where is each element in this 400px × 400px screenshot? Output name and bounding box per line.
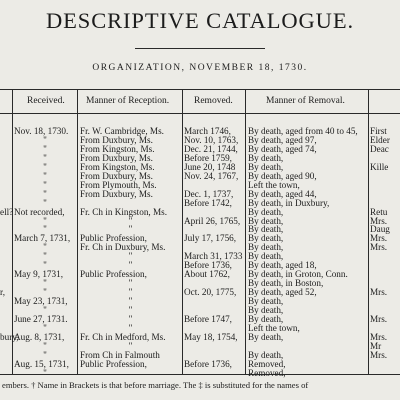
cell-received: " bbox=[43, 367, 47, 378]
cell-reception: From Kingston, Ms. bbox=[80, 161, 155, 172]
table-top-rule bbox=[0, 89, 400, 90]
cell-removed: Oct. 20, 1775, bbox=[184, 287, 237, 298]
cell-received: May 23, 1731, bbox=[14, 296, 68, 307]
cell-reception: " bbox=[128, 278, 133, 289]
cell-reception: " bbox=[128, 287, 133, 298]
cell-removed: Nov. 24, 1767, bbox=[184, 170, 239, 181]
cell-received: " bbox=[43, 251, 47, 262]
cell-removal: By death, bbox=[248, 233, 284, 244]
column-divider bbox=[182, 89, 183, 374]
cell-removal: By death, bbox=[248, 296, 284, 307]
cell-post: Mrs. bbox=[370, 233, 388, 244]
cell-post: Mrs. bbox=[370, 313, 388, 324]
cell-removal: By death, aged 74, bbox=[248, 143, 317, 154]
cell-received: " bbox=[43, 349, 47, 360]
cell-reception: From Plymouth, Ms. bbox=[80, 179, 157, 190]
cell-reception: Public Profession, bbox=[80, 269, 147, 280]
cell-pre: r, bbox=[0, 287, 5, 298]
cell-post: Retu bbox=[370, 206, 388, 217]
cell-received: " bbox=[43, 143, 47, 154]
cell-reception: From Duxbury, Ms. bbox=[80, 152, 153, 163]
cell-received: " bbox=[43, 305, 47, 315]
cell-removed: April 26, 1765, bbox=[184, 215, 241, 226]
cell-reception: Fr. W. Cambridge, Ms. bbox=[80, 126, 164, 136]
cell-removal: By death, bbox=[248, 215, 284, 226]
cell-reception: Fr. Ch in Kingston, Ms. bbox=[80, 206, 168, 217]
cell-removal: By death, aged 44, bbox=[248, 188, 317, 199]
cell-reception: " bbox=[128, 322, 133, 333]
cell-removal: By death, bbox=[248, 161, 284, 172]
cell-post: Mrs. bbox=[370, 242, 388, 253]
cell-reception: " bbox=[128, 260, 133, 271]
cell-reception: " bbox=[128, 215, 133, 226]
cell-received: Nov. 18, 1730. bbox=[14, 126, 69, 136]
cell-reception: Public Profession, bbox=[80, 233, 147, 244]
cell-removed: Nov. 10, 1763, bbox=[184, 134, 239, 145]
cell-received: " bbox=[43, 278, 47, 289]
cell-received: March 7, 1731, bbox=[14, 233, 71, 244]
cell-reception: " bbox=[128, 305, 133, 315]
cell-received: Aug. 15, 1731, bbox=[14, 358, 69, 369]
cell-received: " bbox=[43, 161, 47, 172]
cell-removal: Left the town, bbox=[248, 179, 300, 190]
cell-removed: Before 1742, bbox=[184, 197, 232, 208]
page-title: DESCRIPTIVE CATALOGUE. bbox=[46, 8, 354, 33]
cell-post: Elder bbox=[370, 134, 390, 145]
cell-post: Mrs. bbox=[370, 287, 388, 298]
cell-removed: June 20, 1748 bbox=[184, 161, 236, 172]
header-removed: Removed. bbox=[194, 96, 233, 106]
cell-removed: March 1746, bbox=[184, 126, 231, 136]
cell-removal: Removed, bbox=[248, 367, 286, 378]
cell-removed: Dec. 1, 1737, bbox=[184, 188, 234, 199]
cell-post: Daug bbox=[370, 224, 390, 235]
cell-removal: By death, in Boston, bbox=[248, 278, 324, 289]
header-bottom-rule bbox=[0, 113, 400, 114]
cell-received: " bbox=[43, 242, 47, 253]
header-manner-of-reception: Manner of Reception. bbox=[86, 96, 170, 106]
cell-reception: " bbox=[128, 313, 133, 324]
cell-received: " bbox=[43, 215, 47, 226]
header-manner-of-removal: Manner of Removal. bbox=[266, 96, 345, 106]
cell-reception: " bbox=[128, 251, 133, 262]
cell-removed: May 18, 1754, bbox=[184, 331, 238, 342]
cell-post: Deac bbox=[370, 143, 389, 154]
column-divider bbox=[77, 89, 78, 374]
cell-pre: ell? bbox=[0, 206, 14, 217]
footnote: embers. † Name in Brackets is that before marriage. The ‡ is substituted for the names of bbox=[2, 380, 309, 390]
cell-removal: Left the town, bbox=[248, 322, 300, 333]
cell-received: " bbox=[43, 224, 47, 235]
cell-removal: Removed, bbox=[248, 358, 286, 369]
cell-received: " bbox=[43, 340, 47, 351]
cell-removal: By death, bbox=[248, 206, 284, 217]
cell-post: Mr bbox=[370, 340, 382, 351]
cell-received: Not recorded, bbox=[14, 206, 65, 217]
cell-received: June 27, 1731. bbox=[14, 313, 68, 324]
cell-removed: Before 1736, bbox=[184, 358, 232, 369]
header-received: Received. bbox=[27, 96, 65, 106]
cell-post: First bbox=[370, 126, 387, 136]
cell-received: " bbox=[43, 287, 47, 298]
cell-removed: About 1762, bbox=[184, 269, 230, 280]
cell-received: " bbox=[43, 179, 47, 190]
cell-received: " bbox=[43, 152, 47, 163]
cell-removed: March 31, 1733 bbox=[184, 251, 243, 262]
cell-removed: Before 1759, bbox=[184, 152, 232, 163]
cell-post: Kille bbox=[370, 161, 389, 172]
cell-removal: By death, in Duxbury, bbox=[248, 197, 330, 208]
cell-post: Mrs. bbox=[370, 331, 388, 342]
cell-post: Mrs. bbox=[370, 215, 388, 226]
page-subtitle: ORGANIZATION, NOVEMBER 18, 1730. bbox=[92, 63, 308, 73]
column-divider bbox=[368, 89, 369, 374]
cell-reception: From Duxbury, Ms. bbox=[80, 170, 153, 181]
cell-removed: Dec. 21, 1744, bbox=[184, 143, 238, 154]
cell-reception: Fr. Ch in Duxbury, Ms. bbox=[80, 242, 166, 253]
cell-removed: July 17, 1756, bbox=[184, 233, 237, 244]
cell-pre: bury, bbox=[0, 331, 19, 342]
cell-removal: By death, aged 97, bbox=[248, 134, 317, 145]
cell-removal: By death, bbox=[248, 305, 284, 315]
cell-reception: From Ch in Falmouth bbox=[80, 349, 160, 360]
cell-removal: By death, aged 52, bbox=[248, 287, 317, 298]
cell-received: " bbox=[43, 134, 47, 145]
cell-received: " bbox=[43, 197, 47, 208]
cell-removed: Before 1747, bbox=[184, 313, 232, 324]
cell-received: " bbox=[43, 170, 47, 181]
cell-reception: " bbox=[128, 296, 133, 307]
cell-removal: By death, aged 90, bbox=[248, 170, 317, 181]
cell-reception: " bbox=[128, 224, 133, 235]
cell-removal: By death, aged 18, bbox=[248, 260, 317, 271]
cell-received: " bbox=[43, 188, 47, 199]
cell-reception: Public Profession, bbox=[80, 358, 147, 369]
cell-removal: By death, bbox=[248, 242, 284, 253]
cell-received: May 9, 1731, bbox=[14, 269, 63, 280]
cell-removal: By death, bbox=[248, 251, 284, 262]
cell-reception: From Duxbury, Ms. bbox=[80, 188, 153, 199]
cell-received: " bbox=[43, 260, 47, 271]
cell-removal: By death, bbox=[248, 349, 284, 360]
cell-received: Aug. 8, 1731, bbox=[14, 331, 65, 342]
cell-reception: From Duxbury, Ms. bbox=[80, 134, 153, 145]
cell-post: Mrs. bbox=[370, 349, 388, 360]
cell-removal: By death, aged from 40 to 45, bbox=[248, 126, 358, 136]
title-rule bbox=[135, 48, 265, 49]
cell-removed: Before 1736, bbox=[184, 260, 232, 271]
cell-removal: By death, bbox=[248, 313, 284, 324]
cell-reception: " bbox=[128, 340, 133, 351]
cell-reception: From Kingston, Ms. bbox=[80, 143, 155, 154]
cell-received: " bbox=[43, 322, 47, 333]
cell-removal: By death, bbox=[248, 224, 284, 235]
column-divider bbox=[245, 89, 246, 374]
cell-reception: Fr. Ch in Medford, Ms. bbox=[80, 331, 166, 342]
cell-removal: By death, in Groton, Conn. bbox=[248, 269, 348, 280]
cell-removal: By death, bbox=[248, 331, 284, 342]
cell-removal: By death, bbox=[248, 152, 284, 163]
